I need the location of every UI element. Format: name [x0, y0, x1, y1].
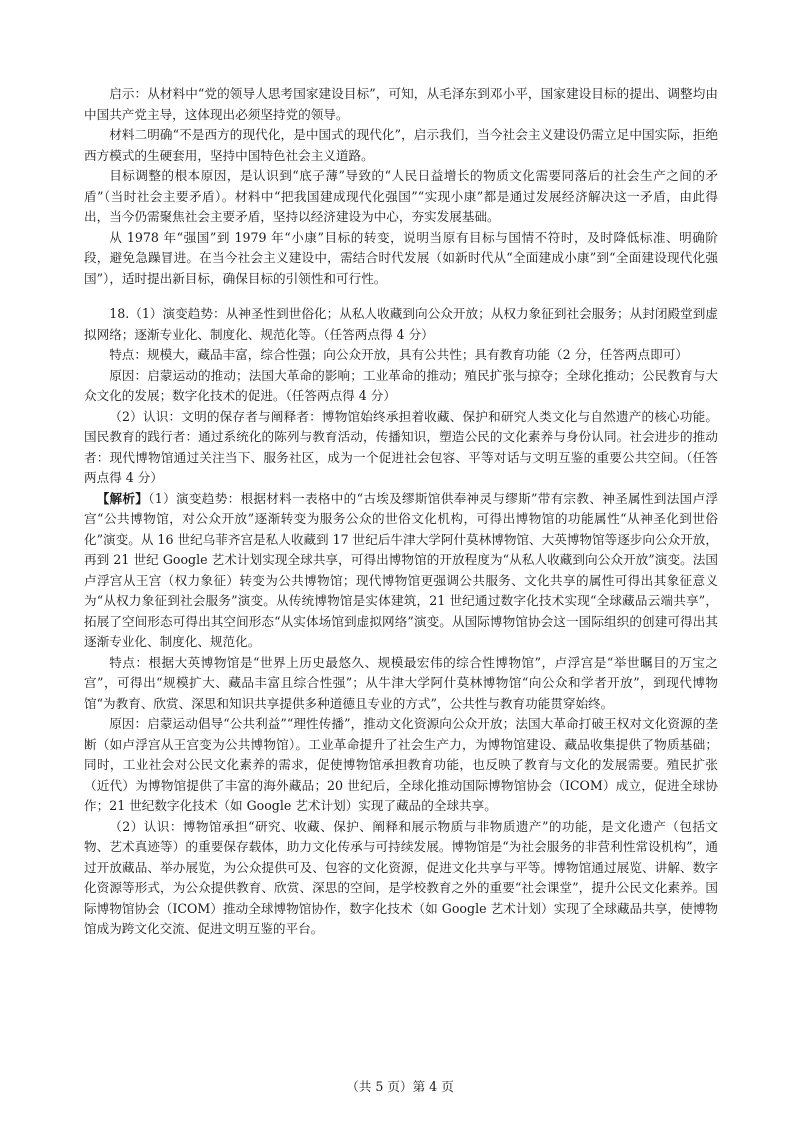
q18-answer-features: 特点：规模大，藏品丰富，综合性强；向公众开放，具有公共性；具有教育功能（2 分，任答两点即可）	[109, 347, 688, 362]
section-gap	[84, 289, 718, 304]
answer-text-body	[84, 84, 718, 940]
qishi-paragraph: 目标调整的根本原因，是认识到“底子薄”导致的“人民日益增长的物质文化需要同落后的社会生产之间的矛盾”（当时社会主要矛盾）。材料中“把我国建成现代化强国”“实现小康”都是通过发展经济解决这一矛盾，由此得出，当今仍需聚焦社会主要矛盾，坚持以经济建设为中心，夯实发展基础。	[84, 168, 718, 224]
qishi-paragraph: 从 1978 年“强国”到 1979 年“小康”目标的转变，说明当原有目标与国情不符时，及时降低标准、明确阶段，避免急躁冒进。在当今社会主义建设中，需结合时代发展（如新时代从“全面建成小康”到“全面建设现代化强国”），适时提出新目标，确保目标的引领性和可行性。	[84, 229, 718, 286]
page-footer: （共 5 页）第 4 页	[346, 1079, 454, 1094]
q18-answer-reasons: 原因：启蒙运动的推动；法国大革命的影响；工业革命的推动；殖民扩张与掠夺；全球化推动；公民教育与大众文化的发展；数字化技术的促进。（任答两点得 4 分）	[84, 367, 718, 403]
qishi-paragraph: 启示：从材料中“党的领导人思考国家建设目标”，可知，从毛泽东到邓小平，国家建设目标的提出、调整均由中国共产党主导，这体现出必须坚持党的领导。	[84, 86, 718, 122]
analysis-understanding: （2）认识：博物馆承担“研究、收藏、保护、阐释和展示物质与非物质遗产”的功能，是文化遗产（包括文物、艺术真迹等）的重要保存载体，助力文化传承与可持续发展。博物馆是“为社会服务的非营利性常设机构”，通过开放藏品、举办展览，为公众提供可及、包容的文化资源，促进文化共享与平等。博物馆通过展览、讲解、数字化资源等形式，为公众提供教育、欣赏、深思的空间，是学校教育之外的重要“社会课堂”，提升公民文化素养。国际博物馆协会（ICOM）推动全球博物馆协作，数字化技术（如 Google 艺术计划）实现了全球藏品共享，使博物馆成为跨文化交流、促进文明互鉴的平台。	[84, 818, 718, 936]
qishi-paragraph: 材料二明确“不是西方的现代化，是中国式的现代化”，启示我们，当今社会主义建设仍需立足中国实际，拒绝西方模式的生硬套用，坚持中国特色社会主义道路。	[84, 127, 718, 163]
analysis-features: 特点：根据大英博物馆是“世界上历史最悠久、规模最宏伟的综合性博物馆”，卢浮宫是“举世瞩目的万宝之宫”，可得出“规模扩大、藏品丰富且综合性强”；从牛津大学阿什莫林博物馆“向公众和学者开放”，到现代博物馆“为教育、欣赏、深思和知识共享提供多种道德且专业的方式”，公共性与教育功能贯穿始终。	[84, 654, 718, 711]
analysis-paragraph	[84, 489, 718, 653]
analysis-label: 【解析】	[96, 490, 149, 506]
analysis-trend-text: （1）演变趋势：根据材料一表格中的“古埃及缪斯馆供奉神灵与缪斯”带有宗教、神圣属性到法国卢浮宫“公共博物馆，对公众开放”逐渐转变为服务公众的世俗文化机构，可得出博物馆的功能属性“从神圣化到世俗化”演变。从 16 世纪乌菲齐宫是私人收藏到 17 世纪后牛津大学阿什莫林博物馆、大英博物馆等逐步向公众开放，再到 21 世纪 Google 艺术计划实现全球共享，可得出博物馆的开放程度为“从私人收藏到向公众开放”演变。法国卢浮宫从王宫（权力象征）转变为公共博物馆；现代博物馆更强调公共服务、文化共享的属性可得出其象征意义为“从权力象征到社会服务”演变。从传统博物馆是实体建筑，21 世纪通过数字化技术实现“全球藏品云端共享”，拓展了空间形态可得出其空间形态“从实体场馆到虚拟网络”演变。从国际博物馆协会这一国际组织的创建可得出其逐渐专业化、制度化、规范化。	[84, 490, 718, 649]
q18-answer-trend: 18.（1）演变趋势：从神圣性到世俗化；从私人收藏到向公众开放；从权力象征到社会服务；从封闭殿堂到虚拟网络；逐渐专业化、制度化、规范化等。（任答两点得 4 分）	[84, 306, 718, 342]
q18-answer-understanding: （2）认识：文明的保存者与阐释者：博物馆始终承担着收藏、保护和研究人类文化与自然遗产的核心功能。国民教育的践行者：通过系统化的陈列与教育活动，传播知识，塑造公民的文化素养与身份认同。社会进步的推动者：现代博物馆通过关注当下、服务社区，成为一个促进社会包容、平等对话与文明互鉴的重要公共空间。（任答两点得 4 分）	[84, 408, 718, 485]
analysis-reasons: 原因：启蒙运动倡导“公共利益”“理性传播”，推动文化资源向公众开放；法国大革命打破王权对文化资源的垄断（如卢浮宫从王宫变为公共博物馆）。工业革命提升了社会生产力，为博物馆建设、藏品收集提供了物质基础；同时，工业社会对公民文化素养的需求，促使博物馆承担教育功能，也反映了教育与文化的发展需要。殖民扩张（近代）为博物馆提供了丰富的海外藏品；20 世纪后，全球化推动国际博物馆协会（ICOM）成立，促进全球协作；21 世纪数字化技术（如 Google 艺术计划）实现了藏品的全球共享。	[84, 716, 718, 813]
